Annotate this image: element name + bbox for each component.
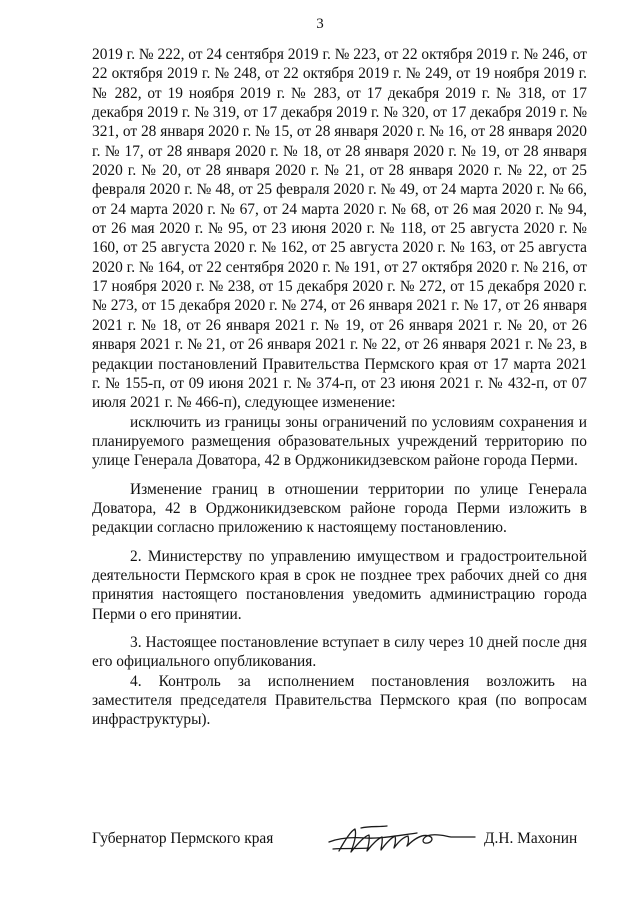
paragraph-boundary-change: Изменение границ в отношении территории по улице Генерала Доватора, 42 в Орджоникидзевском районе города Перми изложить в редакции согласно приложению к настоящему постановлению. bbox=[92, 480, 587, 537]
paragraph-item-3: 3. Настоящее постановление вступает в силу через 10 дней после дня его официального опубликования. bbox=[92, 633, 587, 671]
paragraph-exclude-territory: исключить из границы зоны ограничений по условиям сохранения и планируемого размещения образовательных учреждений территорию по улице Генерала Доватора, 42 в Орджоникидзевском районе города Перми. bbox=[92, 413, 587, 470]
paragraph-item-2: 2. Министерству по управлению имуществом и градостроительной деятельности Пермского края в срок не позднее трех рабочих дней со дня принятия настоящего постановления уведомить администрацию города Перми о его принятии. bbox=[92, 547, 587, 623]
document-body bbox=[92, 45, 587, 730]
paragraph-amendment-list: 2019 г. № 222, от 24 сентября 2019 г. № 223, от 22 октября 2019 г. № 246, от 22 октября 2019 г. № 248, от 22 октября 2019 г. № 249, от 19 ноября 2019 г. № 282, от 19 ноября 2019 г. № 283, от 17 декабря 2019 г. № 318, от 17 декабря 2019 г. № 319, от 17 декабря 2019 г. № 320, от 17 декабря 2019 г. № 321, от 28 января 2020 г. № 15, от 28 января 2020 г. № 16, от 28 января 2020 г. № 17, от 28 января 2020 г. № 18, от 28 января 2020 г. № 19, от 28 января 2020 г. № 20, от 28 января 2020 г. № 21, от 28 января 2020 г. № 22, от 25 февраля 2020 г. № 48, от 25 февраля 2020 г. № 49, от 24 марта 2020 г. № 66, от 24 марта 2020 г. № 67, от 24 марта 2020 г. № 68, от 26 мая 2020 г. № 94, от 26 мая 2020 г. № 95, от 23 июня 2020 г. № 118, от 25 августа 2020 г. № 160, от 25 августа 2020 г. № 162, от 25 августа 2020 г. № 163, от 25 августа 2020 г. № 164, от 22 сентября 2020 г. № 191, от 27 октября 2020 г. № 216, от 17 ноября 2020 г. № 238, от 15 декабря 2020 г. № 272, от 15 декабря 2020 г. № 273, от 15 декабря 2020 г. № 274, от 26 января 2021 г. № 17, от 26 января 2021 г. № 18, от 26 января 2021 г. № 19, от 26 января 2021 г. № 20, от 26 января 2021 г. № 21, от 26 января 2021 г. № 22, от 26 января 2021 г. № 23, в редакции постановлений Правительства Пермского края от 17 марта 2021 г. № 155-п, от 09 июня 2021 г. № 374-п, от 23 июня 2021 г. № 432-п, от 07 июля 2021 г. № 466-п), следующее изменение: bbox=[92, 46, 587, 412]
paragraph-item-4: 4. Контроль за исполнением постановления возложить на заместителя председателя Правительства Пермского края (по вопросам инфраструктуры). bbox=[92, 672, 587, 729]
page-number: 3 bbox=[316, 16, 324, 32]
signatory-name: Д.Н. Махонин bbox=[484, 830, 578, 847]
signatory-title: Губернатор Пермского края bbox=[92, 830, 274, 847]
handwritten-signature bbox=[325, 818, 480, 860]
